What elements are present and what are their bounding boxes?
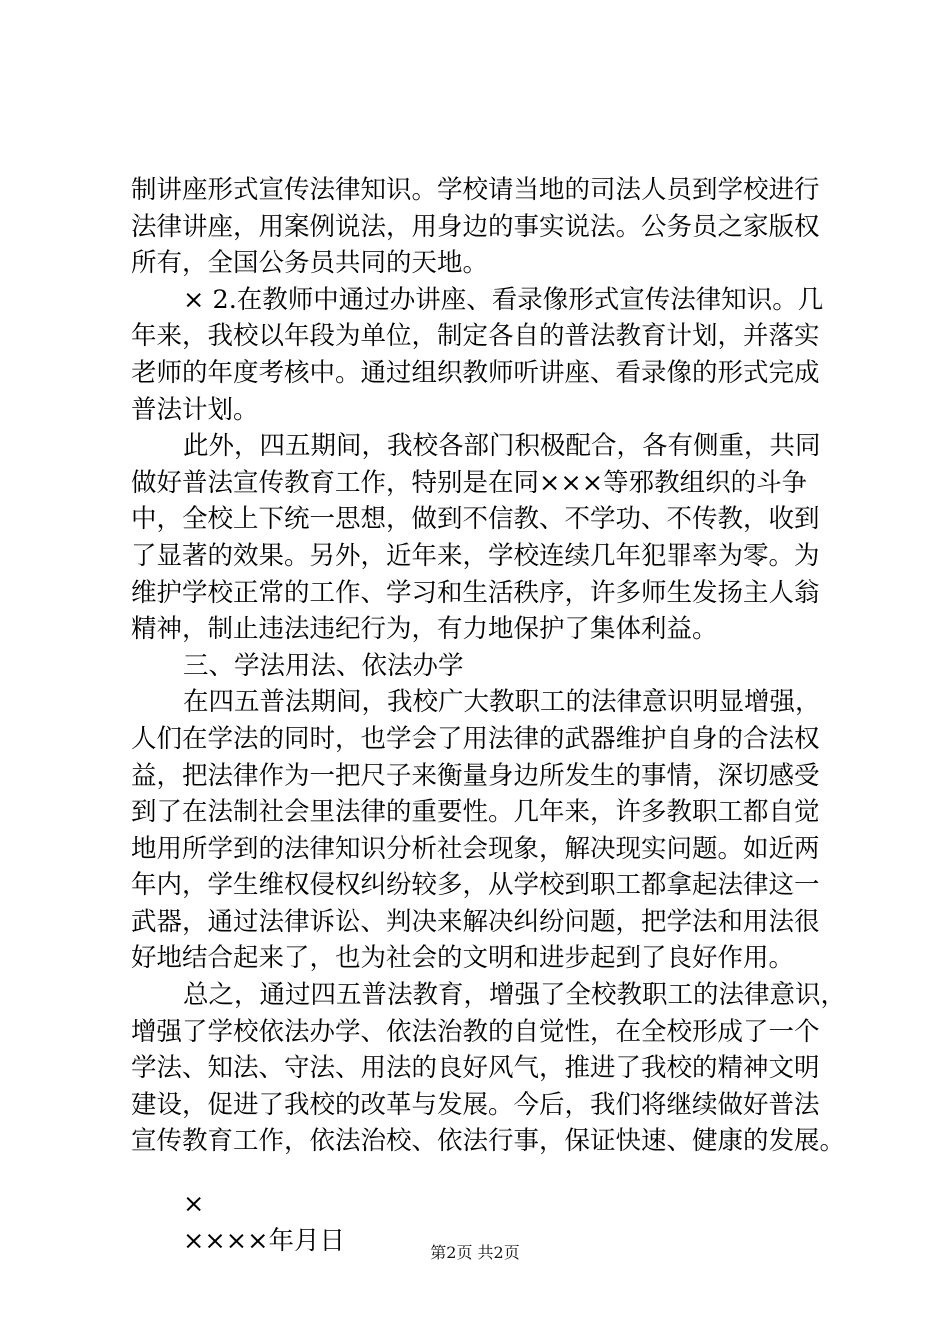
text-line: 在四五普法期间，我校广大教职工的法律意识明显增强， xyxy=(183,687,821,718)
text-line: 此外，四五期间，我校各部门积极配合，各有侧重，共同 xyxy=(183,431,821,462)
page-footer: 第2页 共2页 xyxy=(430,1243,520,1262)
text-line: 人们在学法的同时，也学会了用法律的武器维护自身的合法权 xyxy=(131,723,820,754)
text-line: 做好普法宣传教育工作，特别是在同×××等邪教组织的斗争 xyxy=(131,467,808,498)
text-line: 普法计划。 xyxy=(131,394,259,425)
text-line: 维护学校正常的工作、学习和生活秩序，许多师生发扬主人翁 xyxy=(131,577,820,608)
text-line: 年来，我校以年段为单位，制定各自的普法教育计划，并落实 xyxy=(131,321,820,352)
text-line: 好地结合起来了，也为社会的文明和进步起到了良好作用。 xyxy=(131,943,795,974)
text-line: 地用所学到的法律知识分析社会现象，解决现实问题。如近两 xyxy=(131,833,820,864)
text-line: 宣传教育工作，依法治校、依法行事，保证快速、健康的发展。 xyxy=(131,1126,846,1157)
text-line: 制讲座形式宣传法律知识。学校请当地的司法人员到学校进行 xyxy=(131,175,820,205)
text-line: 精神，制止违法违纪行为，有力地保护了集体利益。 xyxy=(131,614,718,645)
text-line: 法律讲座，用案例说法，用身边的事实说法。公务员之家版权 xyxy=(131,211,820,242)
date-line: ××××年月日 xyxy=(183,1225,345,1256)
text-line: 中，全校上下统一思想，做到不信教、不学功、不传教，收到 xyxy=(131,504,820,535)
text-line: 到了在法制社会里法律的重要性。几年来，许多教职工都自觉 xyxy=(131,797,820,828)
text-line: 益，把法律作为一把尺子来衡量身边所发生的事情，深切感受 xyxy=(131,760,820,791)
document-body xyxy=(131,172,847,1259)
text-line: 武器，通过法律诉讼、判决来解决纠纷问题，把学法和用法很 xyxy=(131,906,820,937)
text-line: 增强了学校依法办学、依法治教的自觉性，在全校形成了一个 xyxy=(131,1016,820,1047)
text-line: × 2.在教师中通过办讲座、看录像形式宣传法律知识。几 xyxy=(183,284,824,315)
signature: × xyxy=(183,1189,205,1220)
text-line: 所有，全国公务员共同的天地。 xyxy=(131,248,489,279)
text-line: 总之，通过四五普法教育，增强了全校教职工的法律意识， xyxy=(183,980,847,1011)
spacer xyxy=(131,1160,843,1186)
text-line: 了显著的效果。另外，近年来，学校连续几年犯罪率为零。为 xyxy=(131,540,820,571)
text-line: 学法、知法、守法、用法的良好风气，推进了我校的精神文明 xyxy=(131,1053,820,1084)
text-line: 建设，促进了我校的改革与发展。今后，我们将继续做好普法 xyxy=(131,1089,820,1120)
section-heading: 三、学法用法、依法办学 xyxy=(183,650,464,681)
text-line: 年内，学生维权侵权纠纷较多，从学校到职工都拿起法律这一 xyxy=(131,870,820,901)
text-line: 老师的年度考核中。通过组织教师听讲座、看录像的形式完成 xyxy=(131,357,820,388)
